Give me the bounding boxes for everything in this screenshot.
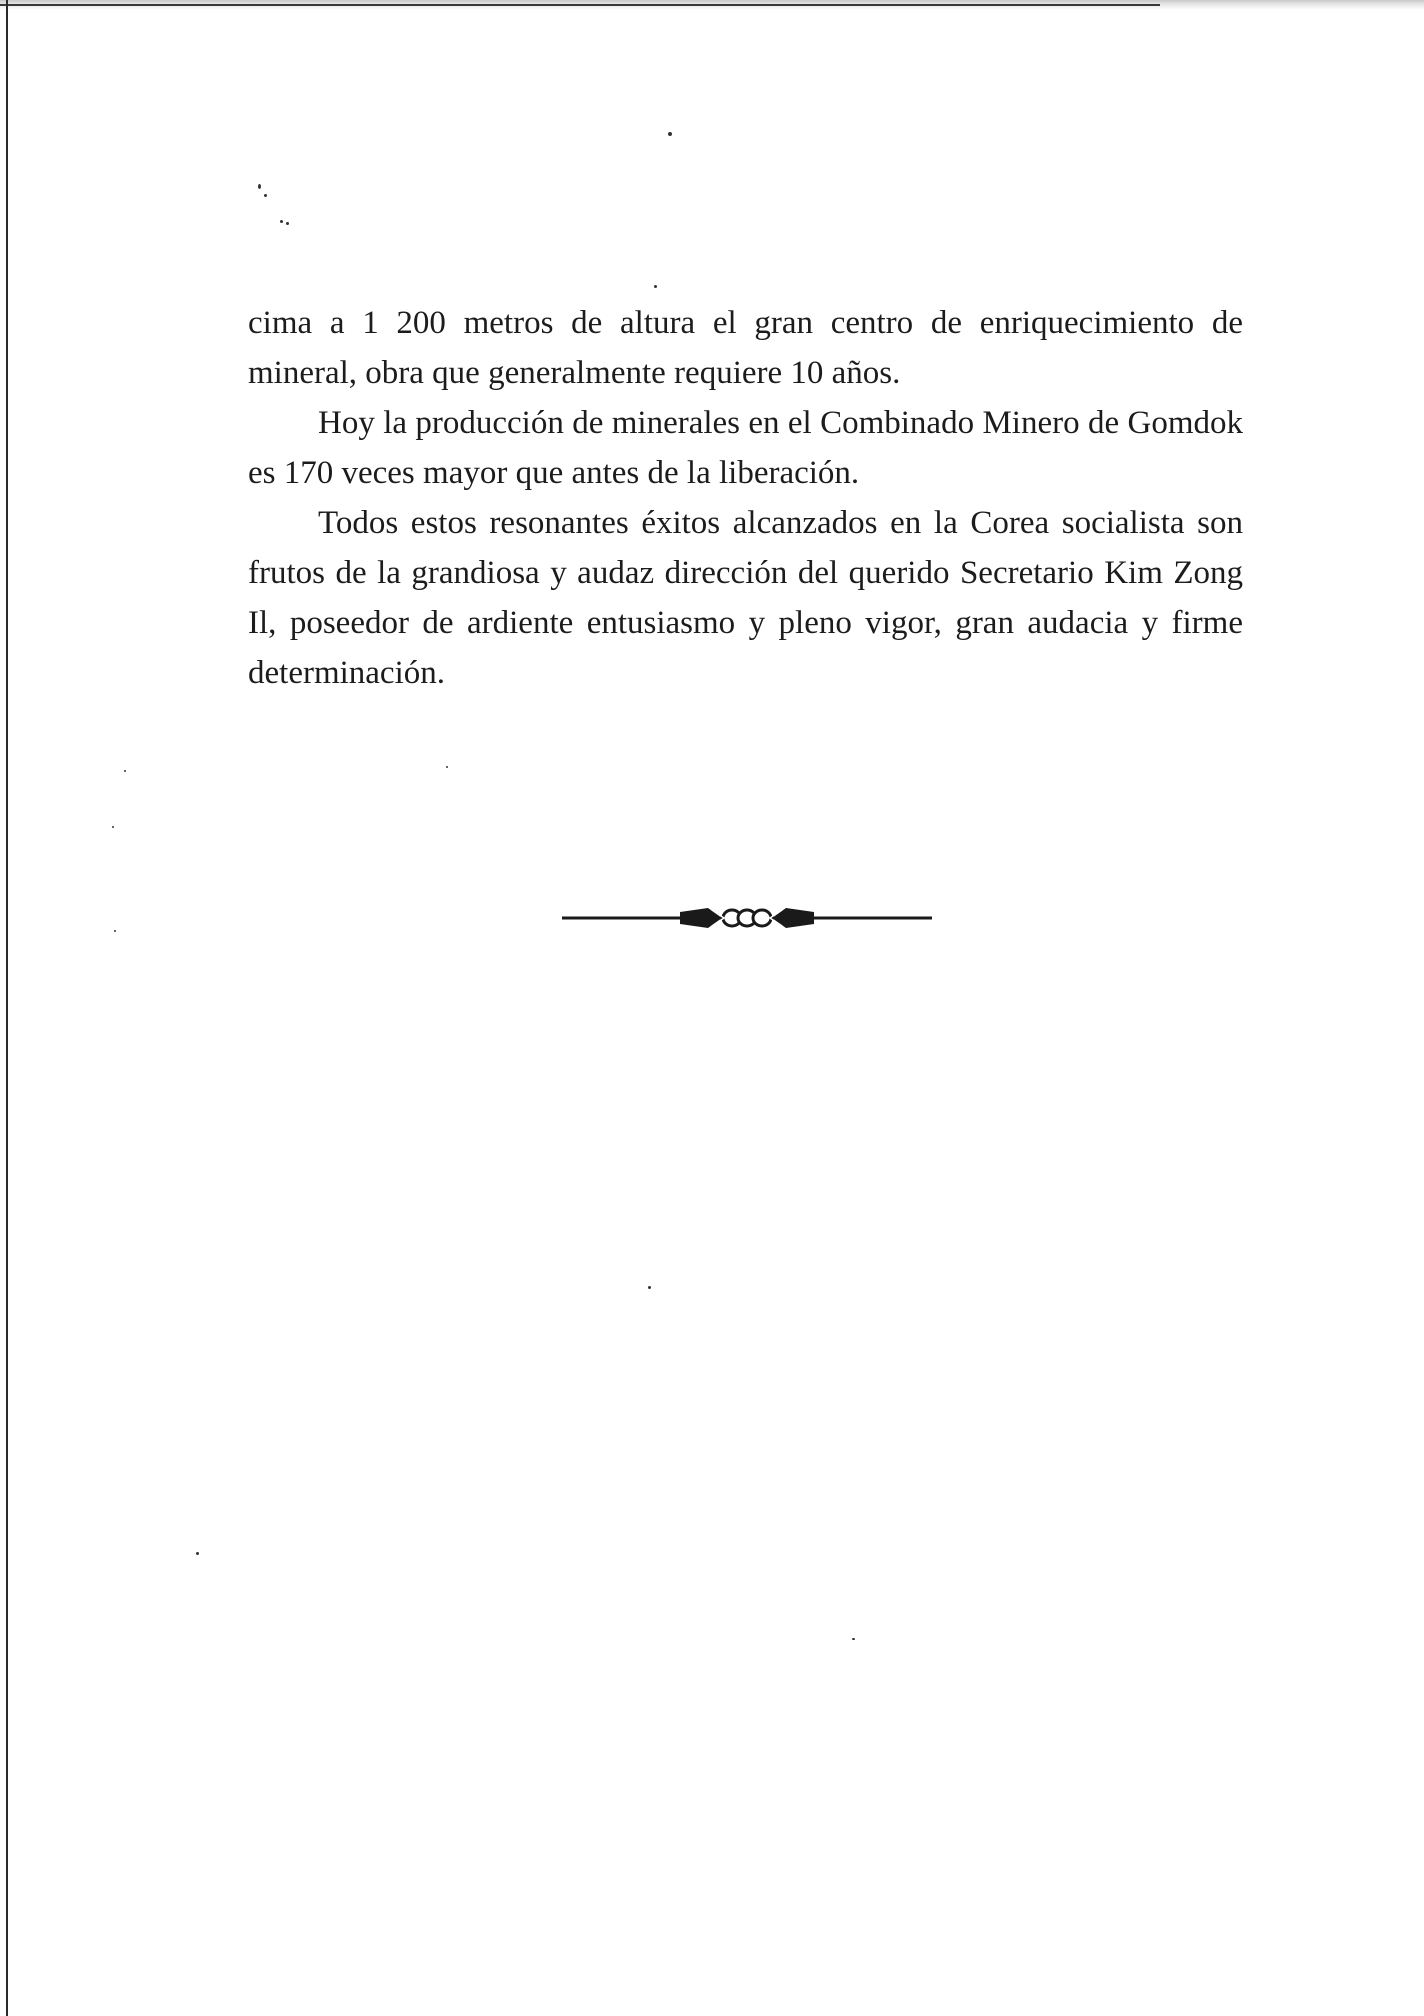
scan-speck bbox=[112, 826, 114, 828]
scan-speck bbox=[668, 132, 672, 136]
scan-speck bbox=[446, 766, 448, 768]
scan-speck bbox=[852, 1638, 855, 1640]
scan-speck bbox=[654, 285, 657, 288]
paragraph-3: Todos estos resonantes éxitos alcanzados en la Corea socialista son frutos de la grandiosa y audaz dirección del querido Secretario Kim Zong Il, poseedor de ardiente entusiasmo y pleno vigor, gran audacia y firme determinación. bbox=[248, 505, 1243, 691]
scan-speck bbox=[124, 770, 126, 772]
scan-speck bbox=[286, 222, 289, 225]
scan-top-line bbox=[0, 4, 1160, 6]
scan-speck bbox=[196, 1552, 199, 1555]
scan-speck bbox=[280, 220, 283, 223]
scan-speck bbox=[114, 930, 116, 932]
paragraph-2: Hoy la producción de minerales en el Combinado Minero de Gomdok es 170 veces mayor que antes de la liberación. bbox=[248, 405, 1243, 491]
paragraph-1: cima a 1 200 metros de altura el gran centro de enriquecimiento de mineral, obra que generalmente requiere 10 años. bbox=[248, 305, 1243, 391]
scan-speck bbox=[648, 1286, 651, 1289]
scan-speck bbox=[258, 184, 261, 189]
scan-left-edge bbox=[6, 0, 8, 2016]
scan-speck bbox=[264, 194, 267, 197]
ornamental-divider bbox=[562, 898, 932, 938]
body-text bbox=[248, 298, 1243, 698]
